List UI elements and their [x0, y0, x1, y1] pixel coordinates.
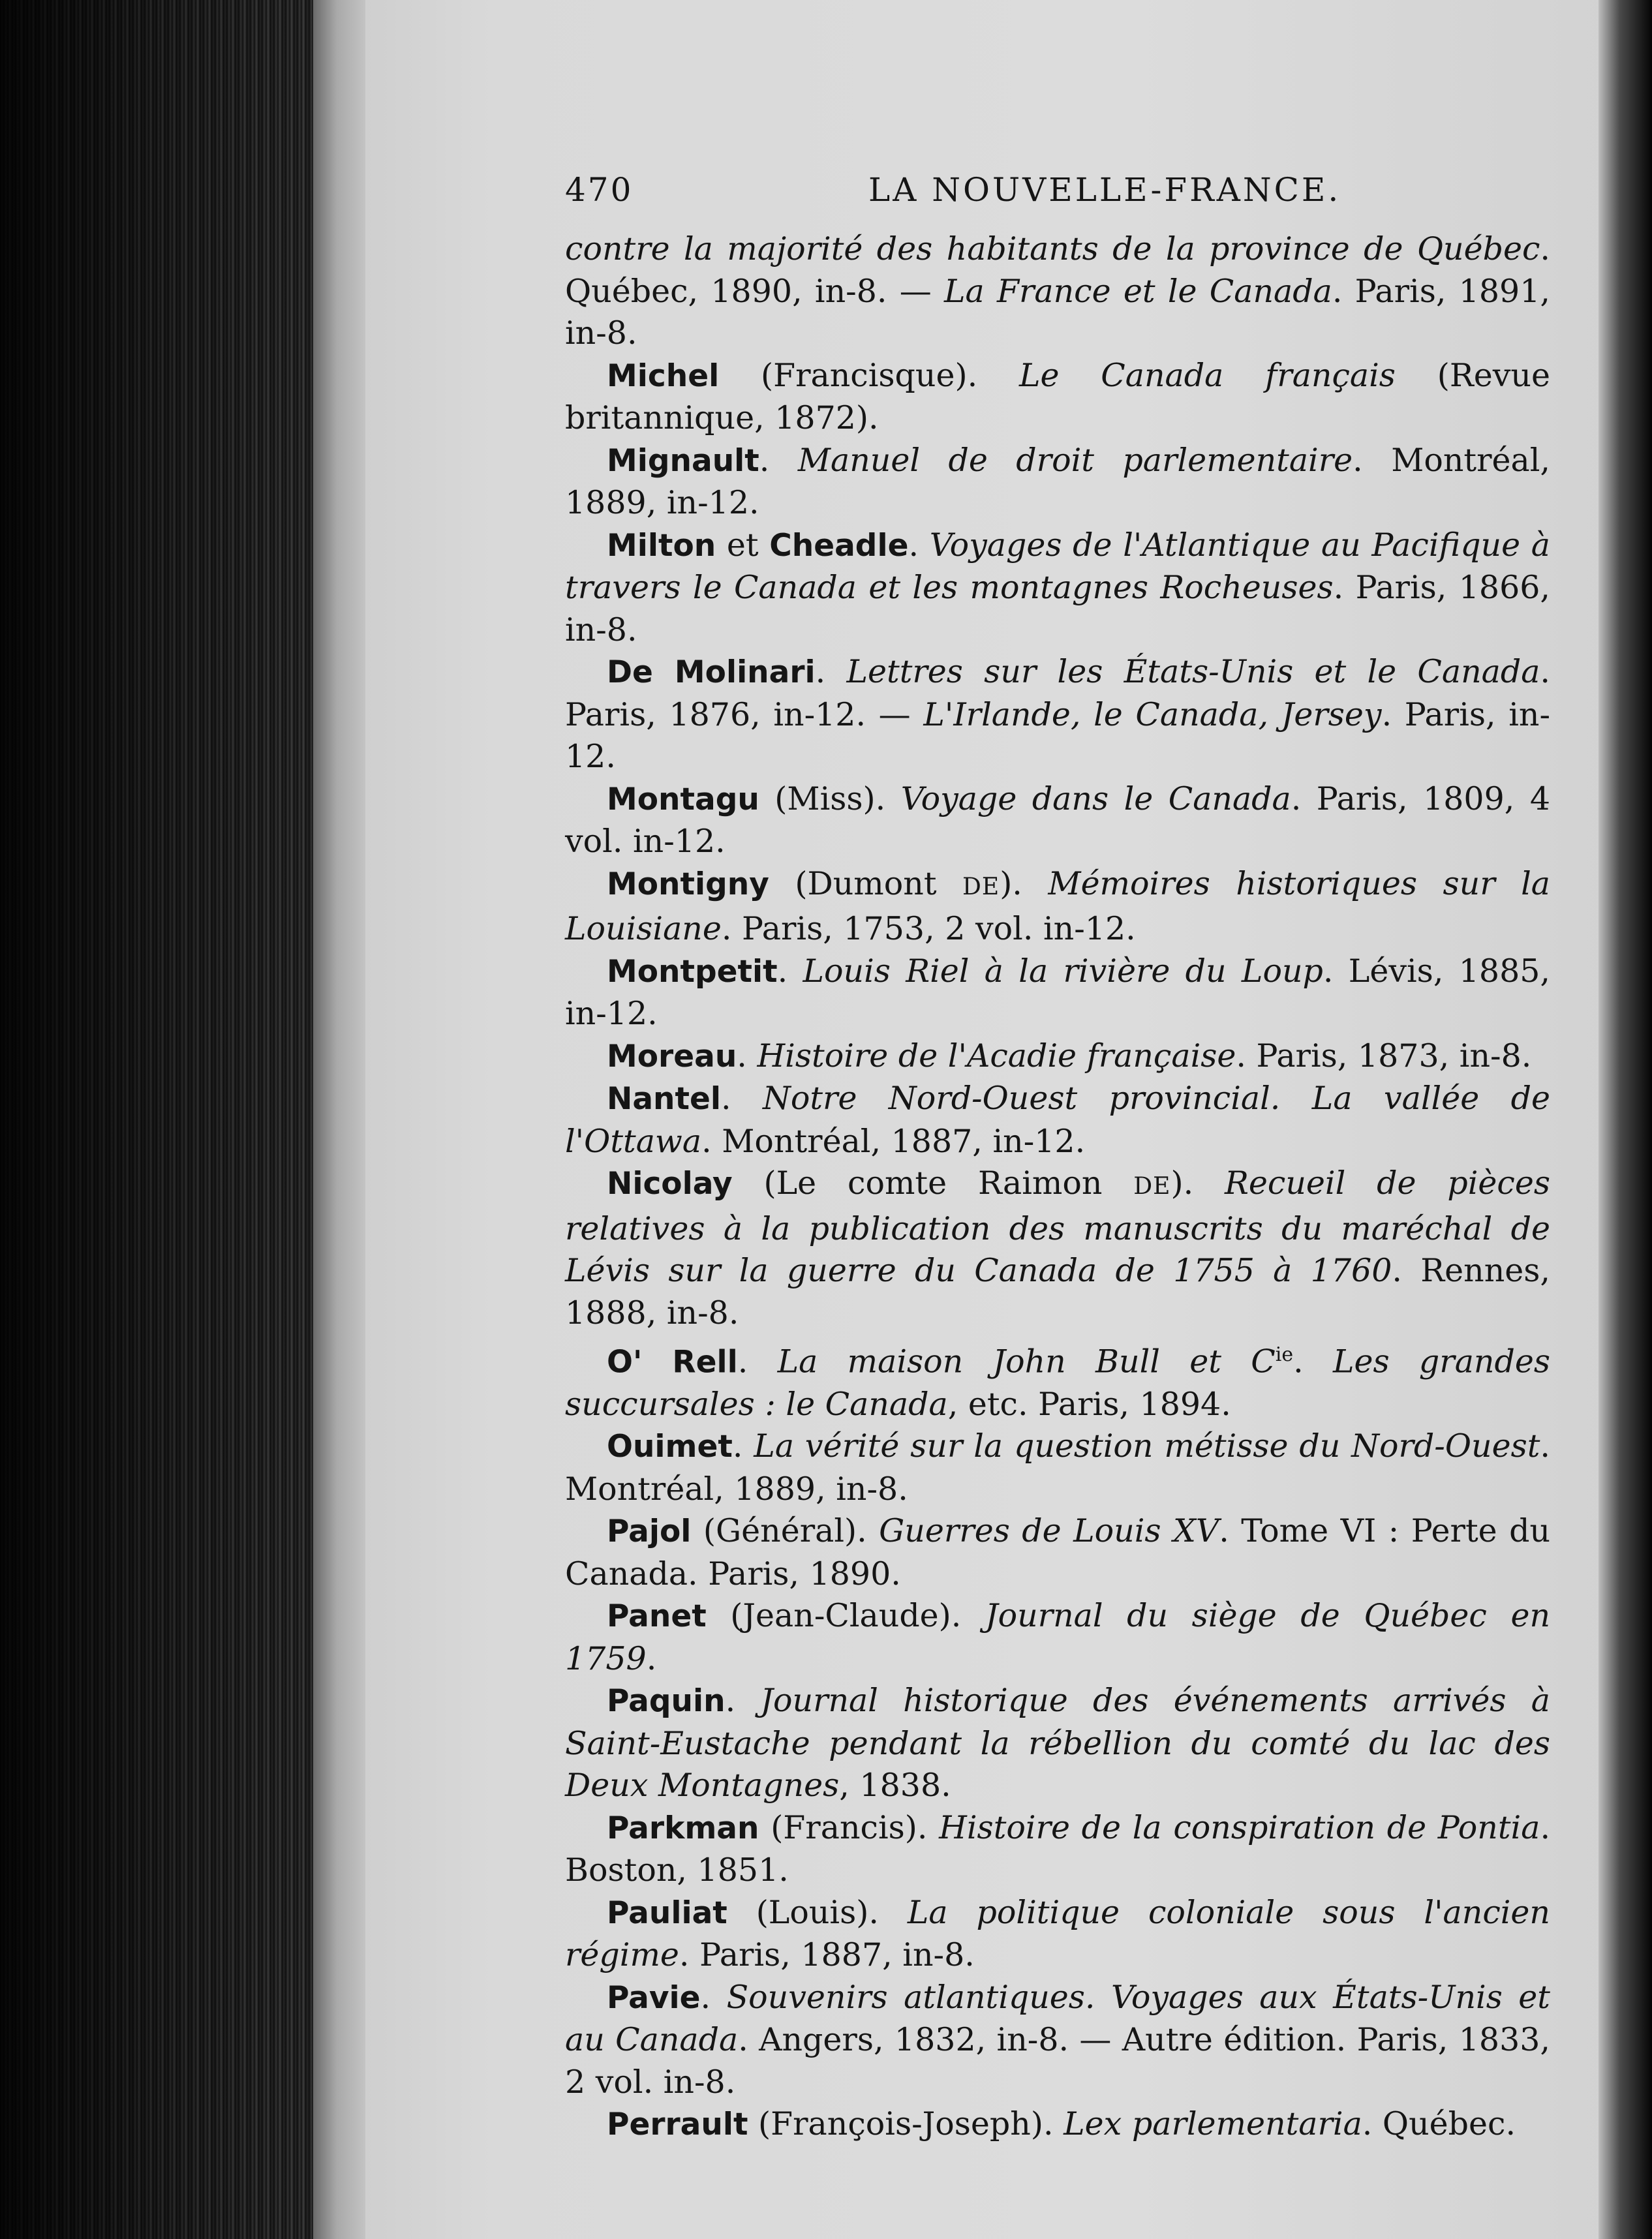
entry-qualifier: (François-Joseph).	[748, 2105, 1064, 2143]
entry-author: Montpetit	[607, 953, 778, 990]
entry-author: Milton	[607, 527, 716, 564]
work-title: Le Canada français	[1018, 356, 1396, 394]
entry-qualifier: (Le comte Raimon	[732, 1165, 1134, 1202]
bibliography-entry	[565, 1807, 1550, 1892]
entry-qualifier: .	[777, 952, 803, 990]
bibliography-entry	[565, 651, 1550, 778]
bibliography-entry	[565, 951, 1550, 1035]
work-title: Souvenirs atlantiques. Voyages aux États-Unis et au Canada	[565, 1978, 1550, 2059]
publication-info: .	[646, 1639, 657, 1677]
entry-qualifier: .	[700, 1978, 727, 2016]
work-title: Journal historique des événements arrivés à Saint-Eustache pendant la rébellion du comté du lac des Deux Montagnes	[565, 1682, 1550, 1805]
page-gutter	[313, 0, 372, 2239]
entry-author: Moreau	[607, 1038, 737, 1074]
entry-qualifier: .	[737, 1343, 778, 1380]
publication-info: (Revue britannique, 1872).	[565, 356, 1550, 436]
page-number: 470	[565, 171, 634, 209]
work-title: Voyage dans le Canada	[900, 780, 1291, 817]
superscript: ie	[1275, 1343, 1294, 1366]
entry-qualifier: .	[720, 1080, 763, 1117]
publication-info: .	[1293, 1343, 1333, 1380]
entry-qualifier: (Miss).	[759, 780, 901, 817]
entry-author: O' Rell	[607, 1344, 738, 1380]
publication-info: . Paris, 1873, in-8.	[1236, 1037, 1532, 1074]
page-header	[565, 171, 1550, 223]
publication-info: . Paris, 1891, in-8.	[565, 272, 1550, 352]
entry-qualifier: .	[815, 653, 847, 690]
bibliography-entry	[565, 1977, 1550, 2104]
entry-author: Parkman	[607, 1810, 759, 1846]
entry-qualifier: et	[716, 526, 770, 564]
bibliography-entry	[565, 1163, 1550, 1334]
publication-info: . Paris, 1876, in-12. —	[565, 653, 1550, 733]
publication-info: . Québec.	[1362, 2105, 1516, 2143]
work-title: Journal du siège de Québec en 1759	[565, 1597, 1550, 1677]
bibliography-entry	[565, 355, 1550, 440]
running-title: LA NOUVELLE-FRANCE.	[868, 171, 1341, 209]
work-title: Guerres de Louis XV	[879, 1512, 1219, 1550]
entry-particle: DE	[1133, 1173, 1171, 1200]
bibliography-entry	[565, 440, 1550, 525]
publication-info: . Montréal, 1887, in-12.	[701, 1122, 1086, 1160]
entry-qualifier: (Francis).	[759, 1808, 940, 1846]
bibliography-entry	[565, 1078, 1550, 1163]
entry-author: Michel	[607, 358, 720, 394]
entry-author: Perrault	[607, 2107, 748, 2143]
work-title: La vérité sur la question métisse du Nord-Ouest	[754, 1427, 1540, 1465]
entry-author: Ouimet	[607, 1429, 733, 1465]
publication-info: . Rennes, 1888, in-8.	[565, 1252, 1550, 1332]
entry-author: Montigny	[607, 866, 769, 902]
publication-info: . Angers, 1832, in-8. — Autre édition. Paris, 1833, 2 vol. in-8.	[565, 2021, 1550, 2101]
work-title: Notre Nord-Ouest provincial. La vallée de l'Ottawa	[565, 1080, 1551, 1160]
work-title: Les grandes succursales : le Canada	[565, 1343, 1550, 1423]
entry-author: Panet	[607, 1598, 707, 1635]
bibliography-entry	[565, 1595, 1550, 1680]
publication-info: . Montréal, 1889, in-12.	[565, 441, 1550, 521]
entry-qualifier: .	[759, 441, 798, 479]
bibliography-text	[565, 228, 1550, 2146]
entry-author: Pauliat	[607, 1895, 727, 1931]
work-title: Histoire de l'Acadie française	[757, 1037, 1236, 1074]
page-edges	[0, 0, 365, 2239]
entry-author: Nantel	[607, 1081, 721, 1117]
entry-particle: DE	[962, 873, 1000, 900]
bibliography-entry	[565, 1035, 1550, 1078]
entry-qualifier: .	[908, 526, 930, 564]
publication-info: . Paris, 1753, 2 vol. in-12.	[721, 910, 1136, 947]
entry-author: Cheadle	[769, 527, 909, 564]
publication-info: , 1838.	[839, 1767, 951, 1805]
entry-qualifier: (Dumont	[769, 864, 963, 902]
entry-qualifier: ).	[1000, 864, 1048, 902]
publication-info: , etc. Paris, 1894.	[947, 1385, 1231, 1423]
publication-info: . Paris, in-12.	[565, 695, 1551, 775]
publication-info: . Paris, 1809, 4 vol. in-12.	[565, 780, 1550, 860]
publication-info: . Montréal, 1889, in-8.	[565, 1427, 1550, 1508]
publication-info: . Paris, 1866, in-8.	[565, 569, 1550, 648]
publication-info: . Tome VI : Perte du Canada. Paris, 1890.	[565, 1512, 1551, 1592]
bibliography-entry	[565, 228, 1550, 355]
entry-author: Montagu	[607, 781, 759, 817]
work-title: L'Irlande, le Canada, Jersey	[923, 695, 1382, 733]
work-title: Voyages de l'Atlantique au Pacifique à travers le Canada et les montagnes Rocheuses	[565, 526, 1551, 606]
entry-author: Pavie	[607, 1979, 701, 2016]
bibliography-entry	[565, 778, 1550, 863]
entry-qualifier: .	[732, 1427, 754, 1465]
entry-author: De Molinari	[607, 654, 816, 690]
work-title: contre la majorité des habitants de la province de Québec	[565, 230, 1540, 267]
publication-info: . Québec, 1890, in-8. —	[565, 230, 1550, 310]
publication-info: . Lévis, 1885, in-12.	[565, 952, 1550, 1032]
work-title: La maison John Bull et C	[777, 1343, 1276, 1380]
bibliography-entry	[565, 1510, 1550, 1595]
bibliography-entry	[565, 1334, 1550, 1425]
work-title: Histoire de la conspiration de Pontia	[939, 1808, 1540, 1846]
entry-qualifier: (Général).	[691, 1512, 880, 1550]
bibliography-entry	[565, 2103, 1550, 2146]
work-title: Recueil de pièces relatives à la publication des manuscrits du maréchal de Lévis sur la guerre du Canada de 1755 à 1760	[565, 1165, 1550, 1289]
work-title: Lettres sur les États-Unis et le Canada	[846, 653, 1540, 690]
right-edge-shadow	[1598, 0, 1652, 2239]
bibliography-entry	[565, 863, 1550, 951]
work-title: Louis Riel à la rivière du Loup	[803, 952, 1323, 990]
work-title: La France et le Canada	[943, 272, 1332, 310]
work-title: La politique coloniale sous l'ancien régime	[565, 1893, 1550, 1974]
publication-info: . Boston, 1851.	[565, 1808, 1551, 1889]
publication-info: . Paris, 1887, in-8.	[679, 1936, 975, 1974]
entry-qualifier: ).	[1170, 1165, 1225, 1202]
entry-qualifier: .	[737, 1037, 757, 1074]
entry-author: Mignault	[607, 442, 759, 479]
work-title: Mémoires historiques sur la Louisiane	[565, 864, 1551, 947]
bibliography-entry	[565, 525, 1550, 652]
bibliography-entry	[565, 1425, 1550, 1510]
entry-qualifier: (Louis).	[727, 1893, 908, 1931]
entry-qualifier: (Francisque).	[719, 356, 1019, 394]
bibliography-entry	[565, 1892, 1550, 1977]
work-title: Lex parlementaria	[1063, 2105, 1362, 2143]
work-title: Manuel de droit parlementaire	[797, 441, 1353, 479]
bibliography-entry	[565, 1680, 1550, 1807]
entry-qualifier: (Jean-Claude).	[706, 1597, 985, 1635]
entry-author: Pajol	[607, 1514, 692, 1550]
entry-qualifier: .	[725, 1682, 761, 1720]
entry-author: Nicolay	[607, 1166, 733, 1202]
entry-author: Paquin	[607, 1683, 726, 1720]
